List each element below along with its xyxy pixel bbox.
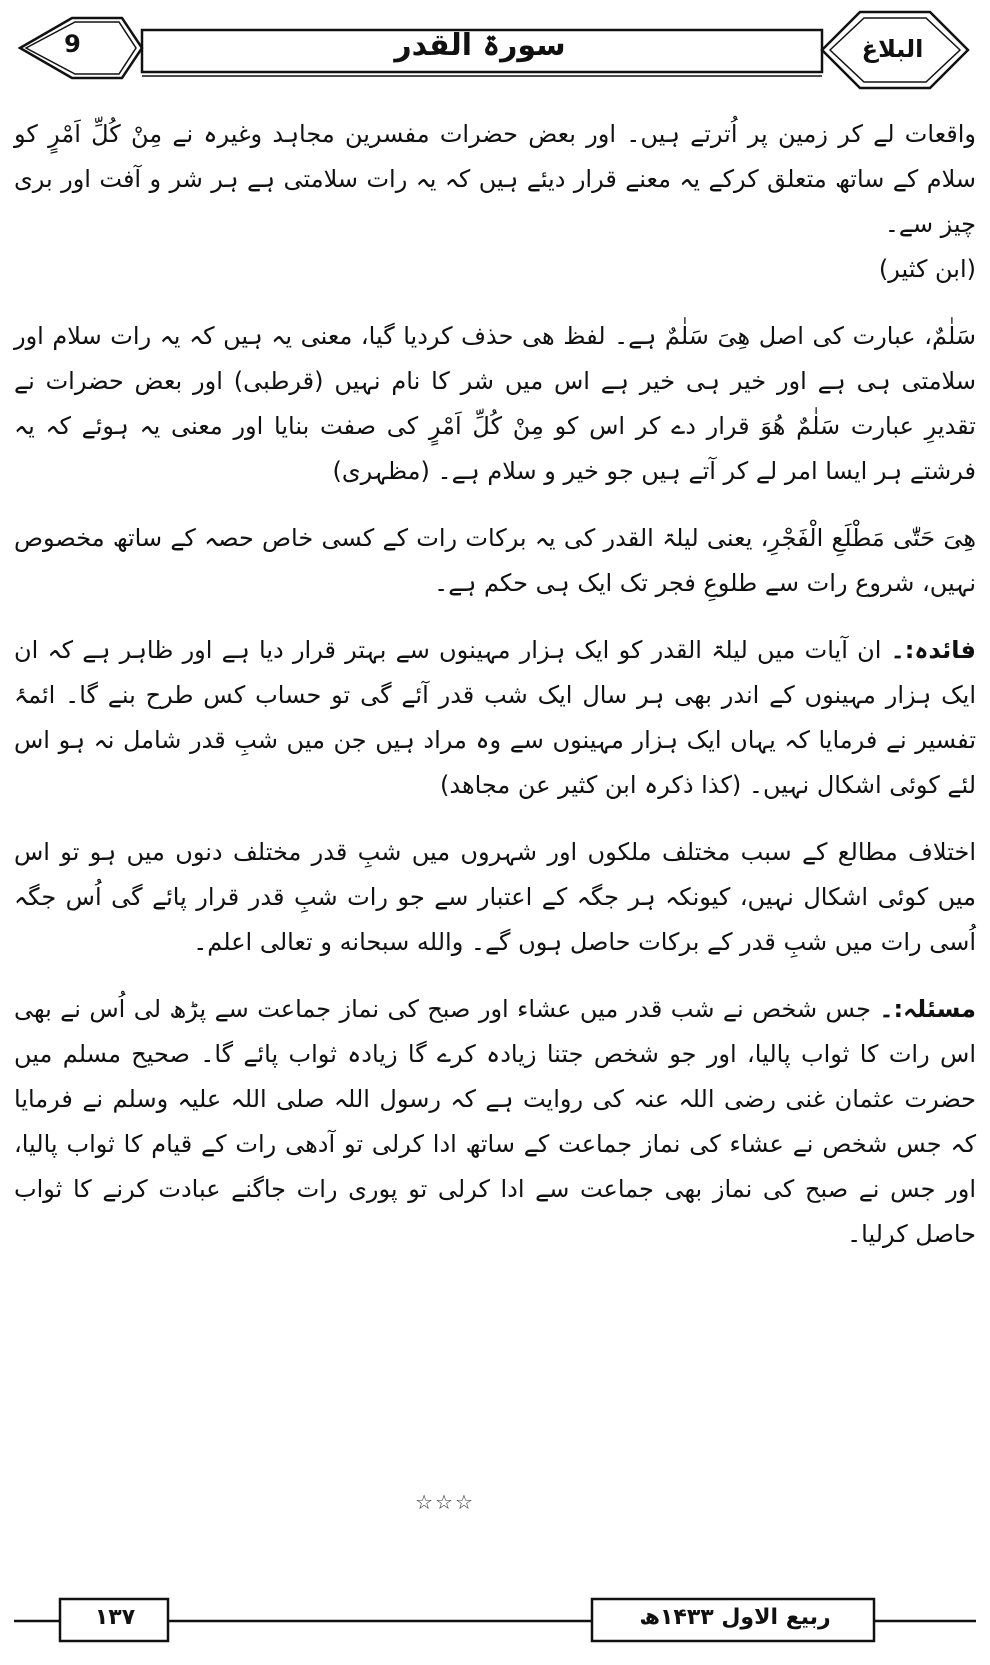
issue-date: ربیع الاول ۱۴۳۳ھ <box>639 1605 831 1630</box>
paragraph-text: اختلاف مطالع کے سبب مختلف ملکوں اور شہروں میں شبِ قدر مختلف دنوں میں ہو تو اس میں کوئی اشکال نہیں، کیونکہ ہر جگہ کے اعتبار سے جو رات شبِ قدر قرار پائے گی اُس جگہ اُسی رات میں شبِ قدر کے برکات حاصل ہوں گے۔ <box>14 838 976 956</box>
page-header <box>0 0 990 110</box>
page-footer <box>0 1585 990 1665</box>
footer-page-number: ۱۳۷ <box>94 1605 136 1630</box>
paragraph-3 <box>14 516 976 606</box>
paragraph-text: ان آیات میں لیلۃ القدر کو ایک ہزار مہینوں سے بہتر قرار دیا ہے اور ظاہر ہے کہ ان ایک ہزار مہینوں کے اندر بھی ہر سال ایک شب قدر آئے گی تو حساب کس طرح بنے گا۔ ائمۂ تفسیر نے فرمایا کہ یہاں ایک ہزار مہینوں سے وہ مراد ہیں جن میں شبِ قدر شامل نہ ہو اس لئے کوئی اشکال نہیں۔ <box>14 636 976 799</box>
paragraph-1 <box>14 112 976 292</box>
citation: (ابن کثیر) <box>878 255 976 283</box>
paragraph-text: واقعات لے کر زمین پر اُترتے ہیں۔ اور بعض حضرات مفسرین مجاہد وغیرہ نے مِنْ کُلِّ اَمْرٍ کو سلام کے ساتھ متعلق کرکے یہ معنے قرار دیئے ہیں کہ یہ رات سلامتی ہے ہر شر و آفت اور بری چیز سے۔ <box>14 120 977 238</box>
citation: (کذا ذکرہ ابن کثیر عن مجاهد) <box>439 771 742 799</box>
paragraph-text: جس شخص نے شب قدر میں عشاء اور صبح کی نماز جماعت سے پڑھ لی اُس نے بھی اس رات کا ثواب پالیا، اور جو شخص جتنا زیادہ کرے گا زیادہ ثواب پائے گا۔ صحیح مسلم میں حضرت عثمان غنی رضی اللہ عنہ کی روایت ہے کہ رسول اللہ صلی اللہ علیہ وسلم نے فرمایا کہ جس شخص نے عشاء کی نماز جماعت کے ساتھ ادا کرلی تو آدھی رات کے قیام کا ثواب پالیا، اور جس نے صبح کی نماز بھی جماعت سے ادا کرلی تو پوری رات جاگنے عبادت کرنے کا ثواب حاصل کرلیا۔ <box>14 995 976 1248</box>
closing-phrase: والله سبحانه و تعالی اعلم۔ <box>193 928 464 956</box>
paragraph-text: هِیَ حَتّٰی مَطْلَعِ الْفَجْرِ، یعنی لیلۃ القدر کی یہ برکات رات کے کسی خاص حصہ کے ساتھ مخصوص نہیں، شروع رات سے طلوعِ فجر تک ایک ہی حکم ہے۔ <box>14 524 976 597</box>
paragraph-6 <box>14 987 976 1257</box>
paragraph-4 <box>14 628 976 808</box>
section-separator: ☆☆☆ <box>415 1490 475 1514</box>
paragraph-2 <box>14 314 976 494</box>
publication-logo: البلاغ <box>861 35 924 63</box>
page-title: سورۃ القدر <box>394 28 566 63</box>
paragraph-text: سَلٰمٌ، عبارت کی اصل هِیَ سَلٰمٌ ہے۔ لفظ هی حذف کردیا گیا، معنی یہ ہیں کہ یہ رات سلام اور سلامتی ہی ہے اور خیر ہی خیر ہے اس میں شر کا نام نہیں (قرطبی) اور بعض حضرات نے تقدیرِ عبارت سَلٰمٌ هُوَ قرار دے کر اس کو مِنْ کُلِّ اَمْرٍ کی صفت بنایا اور معنی یہ ہوئے کہ یہ فرشتے ہر ایسا امر لے کر آتے ہیں جو خیر و سلام ہے۔ <box>14 322 976 485</box>
paragraph-5 <box>14 830 976 965</box>
article-body <box>14 112 976 1279</box>
note-label: فائدہ:۔ <box>890 636 976 664</box>
header-page-number: 9 <box>64 30 81 58</box>
citation: (مظہری) <box>332 457 430 485</box>
issue-label: مسئلہ:۔ <box>879 995 976 1023</box>
